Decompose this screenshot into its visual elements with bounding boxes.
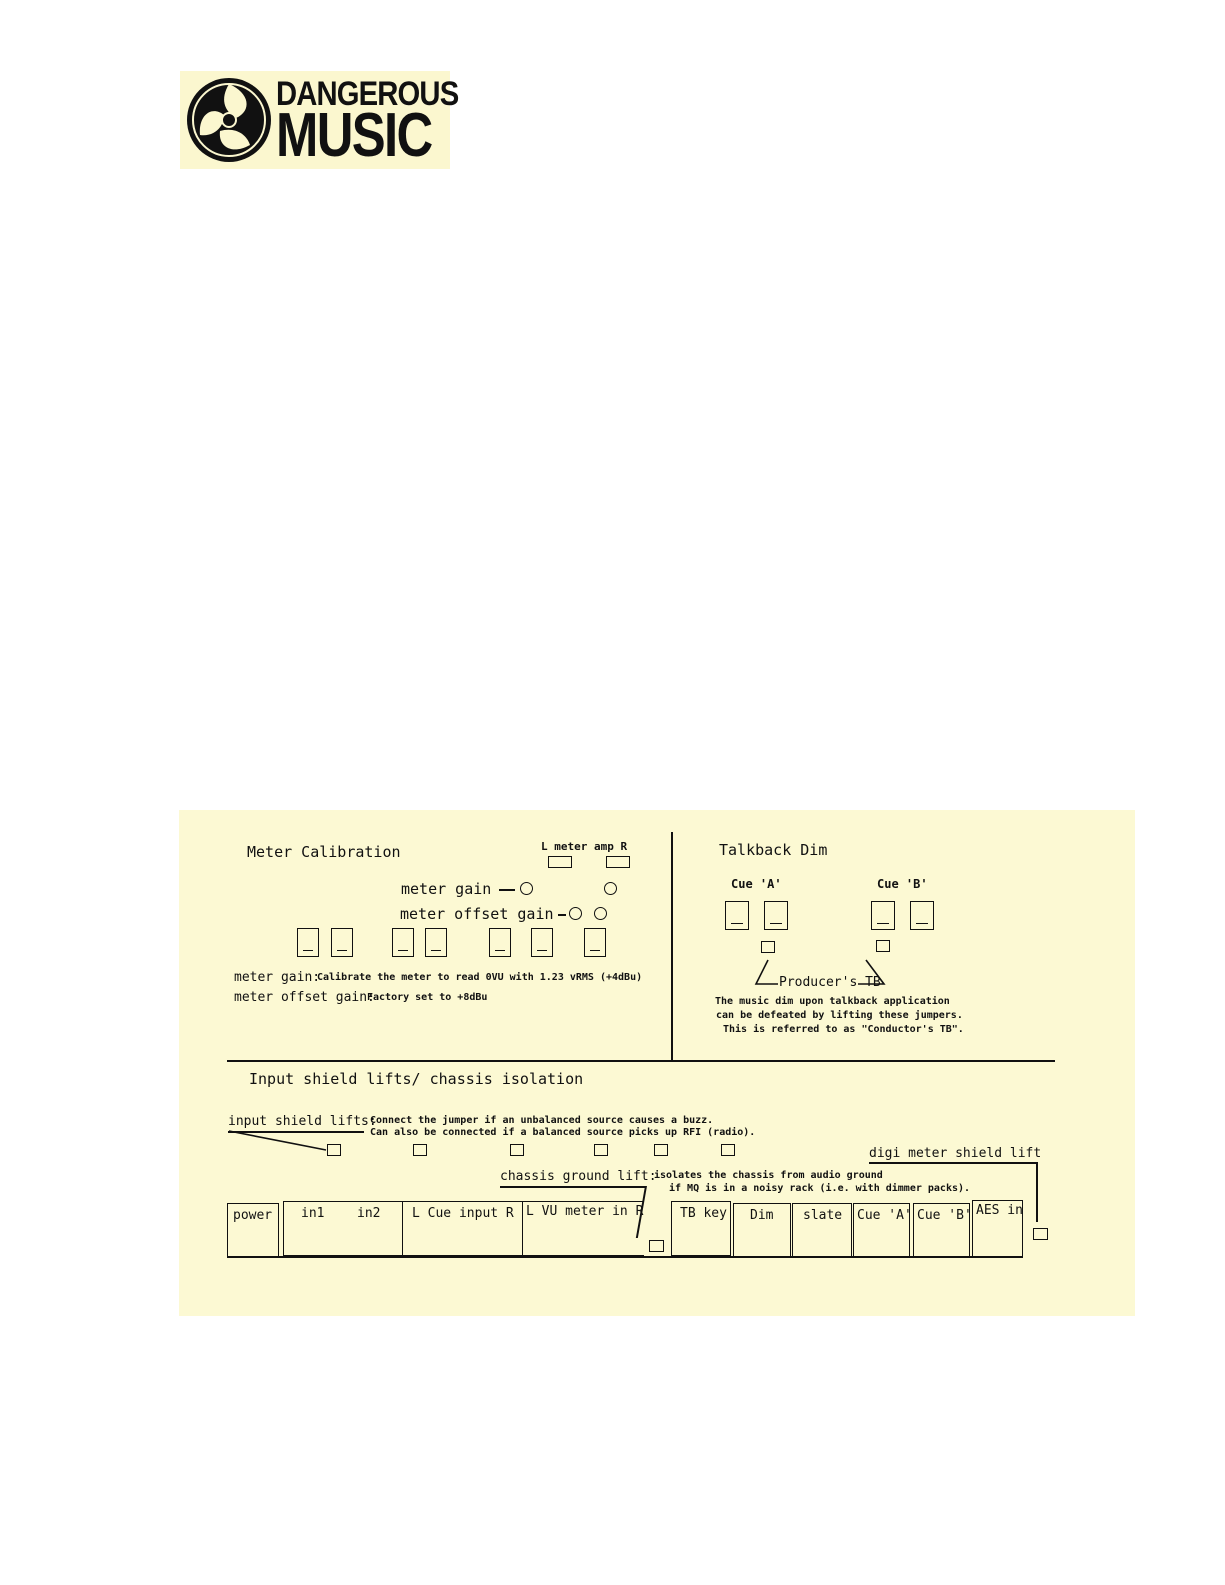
meter-jumper-4 [425,928,447,957]
logo-word-music: MUSIC [276,101,432,170]
meter-amp-label: L meter amp R [541,840,628,853]
meter-gain-leader [499,889,515,891]
meter-offset-note-text: Factory set to +8dBu [367,992,488,1003]
meter-gain-right-trimpot [604,882,617,895]
meter-offset-gain-label: meter offset gain [400,905,554,923]
connector-in1: in1 [283,1201,403,1256]
meter-jumper-7 [584,928,606,957]
input-shield-term: input shield lifts: [228,1114,377,1129]
horizontal-divider [227,1060,1055,1062]
producers-tb-label: Producer's TB [779,975,881,990]
cue-a-jumper-1 [725,901,749,930]
chassis-ground-term: chassis ground lift: [500,1169,657,1184]
meter-offset-left-trimpot [569,907,582,920]
logo-emblem-icon [180,71,278,169]
input-shield-jumper-3 [510,1144,524,1156]
connector-in2: in2 [343,1201,403,1256]
chassis-ground-line2: if MQ is in a noisy rack (i.e. with dimmer packs). [669,1183,971,1194]
meter-jumper-1 [297,928,319,957]
cue-b-label: Cue 'B' [877,877,928,891]
meter-jumper-6 [531,928,553,957]
cue-b-jumper-2 [910,901,934,930]
input-shield-jumper-4 [594,1144,608,1156]
meter-gain-note-term: meter gain: [234,970,321,985]
connector-power: power [227,1203,279,1258]
input-shield-line1: Connect the jumper if an unbalanced source causes a buzz. [370,1115,714,1126]
isolation-title: Input shield lifts/ chassis isolation [249,1070,584,1088]
meter-offset-note-term: meter offset gain: [234,990,375,1005]
meter-gain-label: meter gain [401,880,492,898]
talkback-note-line2: can be defeated by lifting these jumpers. [716,1010,963,1021]
digi-meter-leader [1036,1162,1038,1222]
input-shield-jumper-6 [721,1144,735,1156]
talkback-note-line1: The music dim upon talkback application [715,996,950,1007]
cue-a-jumper-2 [764,901,788,930]
connector-cue-b: Cue 'B' [913,1203,970,1258]
connector-tb-key: TB key [671,1201,731,1256]
connector-baseline [227,1256,1023,1258]
meter-jumper-5 [489,928,511,957]
connector-slate: slate [792,1203,852,1258]
meter-jumper-3 [392,928,414,957]
dangerous-music-logo [180,71,459,170]
input-shield-jumper-2 [413,1144,427,1156]
meter-gain-note-text: Calibrate the meter to read 0VU with 1.23 vRMS (+4dBu) [317,972,643,983]
meter-offset-right-trimpot [594,907,607,920]
vertical-divider [671,832,673,1060]
meter-calibration-title: Meter Calibration [247,843,401,861]
meter-jumper-2 [331,928,353,957]
producers-tb-jumper-a [761,941,775,953]
meter-amp-right-jumper [606,856,630,868]
chassis-ground-line1: isolates the chassis from audio ground [654,1170,883,1181]
talkback-note-line3: This is referred to as "Conductor's TB". [723,1024,964,1035]
cue-b-jumper-1 [871,901,895,930]
input-shield-line2: Can also be connected if a balanced source picks up RFI (radio). [370,1127,756,1138]
chassis-ground-underline [500,1186,646,1188]
meter-amp-left-jumper [548,856,572,868]
digi-meter-shield-label: digi meter shield lift [869,1146,1042,1161]
input-shield-leader [228,1130,338,1154]
producers-tb-jumper-b [876,940,890,952]
connector-aes-in: AES in [972,1200,1023,1258]
connector-vu-meter-in: L VU meter in R [522,1201,644,1256]
digi-meter-underline [869,1162,1037,1164]
input-shield-jumper-5 [654,1144,668,1156]
chassis-ground-jumper [649,1240,664,1252]
connector-dim: Dim [733,1203,791,1258]
connector-cue-input: L Cue input R [402,1201,523,1256]
connector-cue-a: Cue 'A' [853,1203,910,1258]
cue-a-label: Cue 'A' [731,877,782,891]
talkback-dim-title: Talkback Dim [719,841,828,859]
digi-meter-shield-jumper [1033,1228,1048,1240]
input-shield-jumper-1 [327,1144,341,1156]
jumper-layout-diagram [179,810,1135,1316]
meter-offset-leader [558,914,566,916]
logo-word-dangerous: DANGEROUS [276,75,459,113]
meter-gain-left-trimpot [520,882,533,895]
